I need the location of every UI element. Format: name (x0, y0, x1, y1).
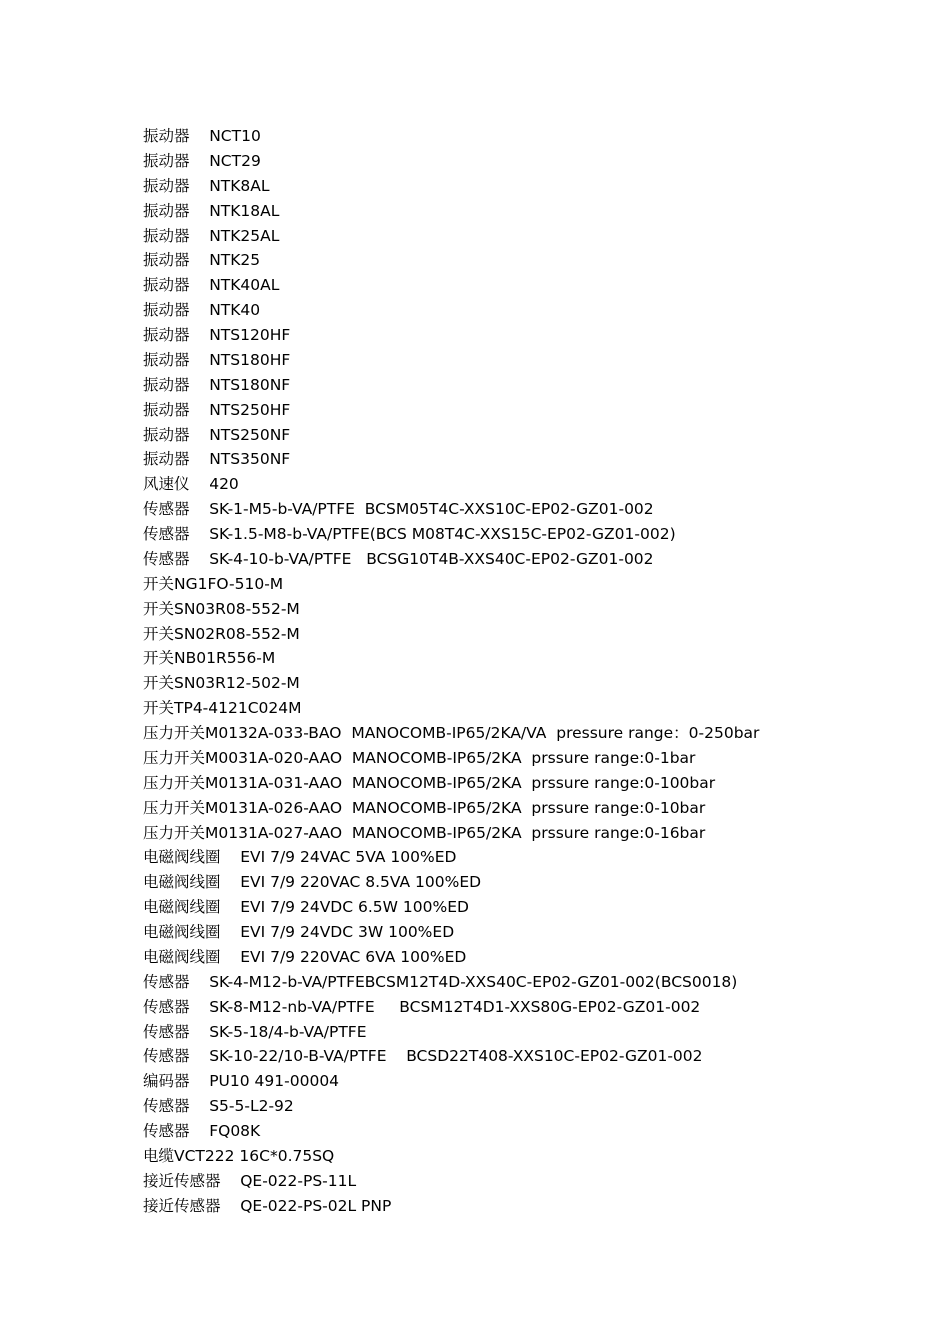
text-line: 振动器 NTK18AL (143, 201, 280, 220)
text-line: 振动器 NTS180HF (143, 350, 291, 369)
text-line: 传感器 SK-10-22/10-B-VA/PTFE BCSD22T408-XXS10C-EP02-GZ01-002 (143, 1047, 703, 1066)
text-line: 电磁阀线圈 EVI 7/9 220VAC 8.5VA 100%ED (143, 873, 482, 892)
text-line: 接近传感器 QE-022-PS-11L (143, 1171, 357, 1190)
text-line: 振动器 NTK40 (143, 301, 261, 320)
text-line: 振动器 NTK25AL (143, 226, 280, 245)
document-body (143, 124, 923, 1219)
text-line: 风速仪 420 (143, 475, 239, 494)
text-line: 电磁阀线圈 EVI 7/9 220VAC 6VA 100%ED (143, 947, 467, 966)
text-line: 接近传感器 QE-022-PS-02L PNP (143, 1196, 392, 1215)
text-line: 压力开关M0131A-027-AAO MANOCOMB-IP65/2KA prssure range:0-16bar (143, 823, 706, 842)
text-line: 传感器 SK-4-10-b-VA/PTFE BCSG10T4B-XXS40C-EP02-GZ01-002 (143, 549, 654, 568)
text-line: 传感器 S5-5-L2-92 (143, 1097, 294, 1116)
text-line: 压力开关M0131A-026-AAO MANOCOMB-IP65/2KA prssure range:0-10bar (143, 798, 706, 817)
text-line: 振动器 NCT10 (143, 127, 261, 145)
text-line: 传感器 SK-4-M12-b-VA/PTFEBCSM12T4D-XXS40C-EP02-GZ01-002(BCS0018) (143, 972, 738, 991)
text-line: 振动器 NTS350NF (143, 450, 291, 469)
text-line: 开关NG1FO-510-M (143, 574, 284, 593)
text-line: 传感器 FQ08K (143, 1122, 261, 1140)
text-line: 振动器 NTK8AL (143, 176, 270, 195)
text-line: 开关SN03R08-552-M (143, 599, 300, 618)
text-line: 电磁阀线圈 EVI 7/9 24VDC 3W 100%ED (143, 923, 455, 941)
text-line: 开关NB01R556-M (143, 649, 276, 668)
text-line: 电磁阀线圈 EVI 7/9 24VAC 5VA 100%ED (143, 848, 457, 867)
text-line: 编码器 PU10 491-00004 (143, 1072, 340, 1091)
text-line: 振动器 NTK40AL (143, 276, 280, 295)
text-line: 振动器 NTS120HF (143, 326, 291, 344)
text-line: 传感器 SK-8-M12-nb-VA/PTFE BCSM12T4D1-XXS80G-EP02-GZ01-002 (143, 997, 701, 1016)
text-line: 振动器 NTS180NF (143, 375, 291, 394)
text-line: 压力开关M0031A-020-AAO MANOCOMB-IP65/2KA prssure range:0-1bar (143, 748, 696, 767)
text-line: 压力开关M0131A-031-AAO MANOCOMB-IP65/2KA prssure range:0-100bar (143, 773, 716, 792)
text-line: 振动器 NCT29 (143, 151, 261, 170)
text-line: 电磁阀线圈 EVI 7/9 24VDC 6.5W 100%ED (143, 898, 469, 917)
text-line: 传感器 SK-1.5-M8-b-VA/PTFE(BCS M08T4C-XXS15C-EP02-GZ01-002) (143, 525, 676, 543)
text-line: 传感器 SK-1-M5-b-VA/PTFE BCSM05T4C-XXS10C-EP02-GZ01-002 (143, 500, 654, 519)
text-line: 电缆VCT222 16C*0.75SQ (143, 1146, 335, 1165)
text-line: 开关TP4-4121C024M (143, 699, 302, 718)
text-line: 开关SN03R12-502-M (143, 674, 300, 693)
text-line: 振动器 NTS250HF (143, 400, 291, 419)
text-line: 开关SN02R08-552-M (143, 624, 300, 643)
text-line: 振动器 NTK25 (143, 251, 261, 270)
text-line: 振动器 NTS250NF (143, 425, 291, 444)
text-line: 压力开关M0132A-033-BAO MANOCOMB-IP65/2KA/VA pressure range：0-250bar (143, 724, 760, 742)
text-line: 传感器 SK-5-18/4-b-VA/PTFE (143, 1022, 367, 1041)
